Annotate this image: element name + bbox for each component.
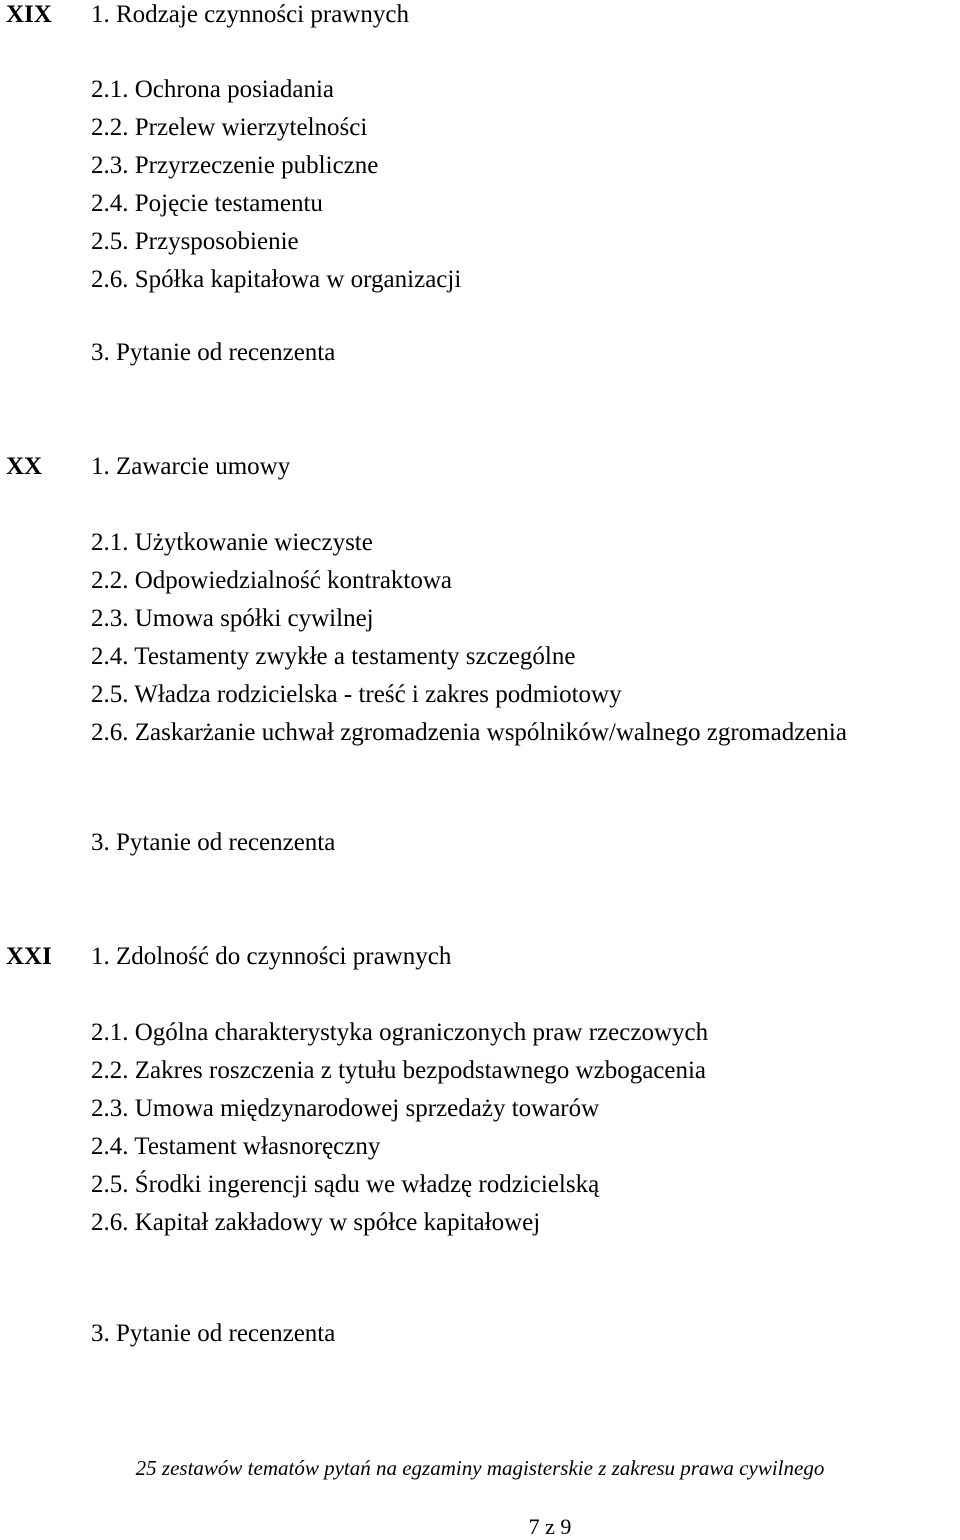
section-xix-subitem-1: 2.1. Ochrona posiadania: [91, 76, 334, 103]
section-xx-subitem-2: 2.2. Odpowiedzialność kontraktowa: [91, 567, 453, 594]
section-xxi-subitem-5: 2.5. Środki ingerencji sądu we władzę rodzicielską: [91, 1171, 600, 1198]
section-number-xix: XIX: [6, 1, 52, 28]
section-xxi-reviewer-question: 3. Pytanie od recenzenta: [91, 1320, 336, 1347]
section-xx-reviewer-question: 3. Pytanie od recenzenta: [91, 829, 336, 856]
section-xx-subitem-6: 2.6. Zaskarżanie uchwał zgromadzenia wspólników/walnego zgromadzenia: [91, 719, 847, 746]
section-number-xxi: XXI: [6, 943, 52, 970]
section-number-xx: XX: [6, 453, 43, 480]
section-xix-subitem-2: 2.2. Przelew wierzytelności: [91, 114, 368, 141]
section-xx-subitem-3: 2.3. Umowa spółki cywilnej: [91, 605, 374, 632]
section-xix-subitem-3: 2.3. Przyrzeczenie publiczne: [91, 152, 379, 179]
section-xx-subitem-5: 2.5. Władza rodzicielska - treść i zakres podmiotowy: [91, 681, 622, 708]
section-xx-subitem-1: 2.1. Użytkowanie wieczyste: [91, 529, 373, 556]
section-xix-subitem-6: 2.6. Spółka kapitałowa w organizacji: [91, 266, 462, 293]
section-xxi-main-topic: 1. Zdolność do czynności prawnych: [91, 943, 452, 970]
section-xix-subitem-4: 2.4. Pojęcie testamentu: [91, 190, 323, 217]
section-xx-subitem-4: 2.4. Testamenty zwykłe a testamenty szczególne: [91, 643, 576, 670]
section-xix-subitem-5: 2.5. Przysposobienie: [91, 228, 299, 255]
section-xxi-subitem-1: 2.1. Ogólna charakterystyka ograniczonych praw rzeczowych: [91, 1019, 709, 1046]
section-xxi-subitem-3: 2.3. Umowa międzynarodowej sprzedaży towarów: [91, 1095, 600, 1122]
section-xix-main-topic: 1. Rodzaje czynności prawnych: [91, 1, 409, 28]
footer-document-title: 25 zestawów tematów pytań na egzaminy magisterskie z zakresu prawa cywilnego: [135, 1456, 825, 1480]
section-xix-reviewer-question: 3. Pytanie od recenzenta: [91, 339, 336, 366]
section-xx-main-topic: 1. Zawarcie umowy: [91, 453, 291, 480]
section-xxi-subitem-2: 2.2. Zakres roszczenia z tytułu bezpodstawnego wzbogacenia: [91, 1057, 707, 1084]
section-xxi-subitem-4: 2.4. Testament własnoręczny: [91, 1133, 381, 1160]
page-number: 7 z 9: [528, 1514, 572, 1539]
section-xxi-subitem-6: 2.6. Kapitał zakładowy w spółce kapitałowej: [91, 1209, 541, 1236]
